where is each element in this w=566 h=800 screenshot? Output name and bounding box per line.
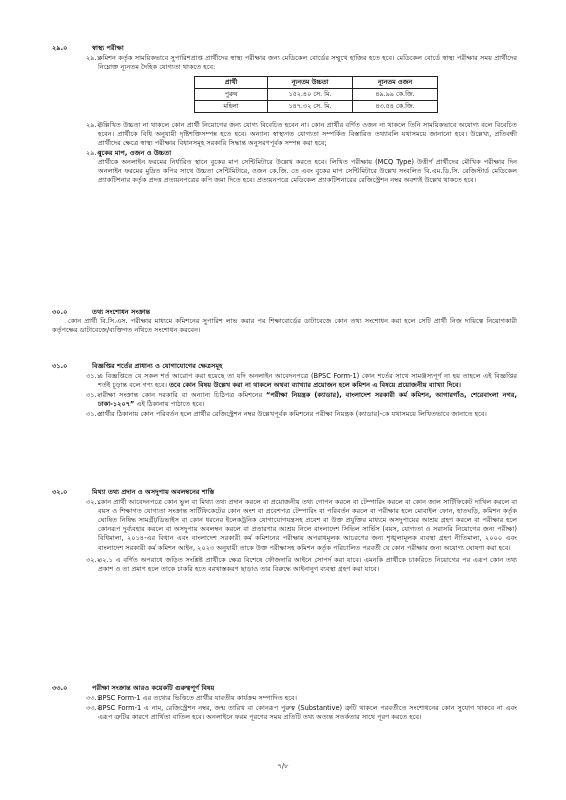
- section-title: তথ্য সংশোধন সংক্রান্ত: [92, 308, 151, 316]
- clause-bold-text: তবে কোন বিষয় উল্লেখ করা না থাকলে অথবা ব্যাখ্যার প্রয়োজন হলে কমিশন এ বিষয়ে প্রয়োজনীয় ব্যাখ্যা দিবে।: [169, 381, 461, 390]
- physical-requirements-table: [194, 76, 438, 112]
- clause-text: উল্লিখিত উচ্চতা না থাকলে কোন প্রার্থী নিয়োগের জন্য যোগ্য বিবেচিত হবেন না। কোন প্রার্থীর বর্ণিত ওজন না থাকলে তিনি সাময়িকভাবে অযোগ্য বলে বিবেচিত হবেন। প্রার্থীকে বিধি অনুযায়ী দৃষ্টিশক্তিসম্পন্ন হতে হবে। অন্যান্য স্বাস্থ্যগত যোগ্যতা সম্পর্কিত বিস্তারিত তথ্যাবলি যথাসময়ে জানানো হবে। উল্লেখ্য, প্রতিবন্ধী প্রার্থীদের ক্ষেত্রে স্বাস্থ্য পরীক্ষার বিধানসমূহ সরকারি সিদ্ধান্ত অনুসরণপূর্বক সম্পন্ন করা হবে;: [98, 120, 517, 147]
- clause-31-1: [52, 372, 517, 390]
- clause-number: ২৯.২: [86, 120, 101, 129]
- section-31-heading: [52, 362, 517, 371]
- table-header-row: [195, 77, 438, 89]
- clause-number: ৩২.১: [86, 498, 101, 507]
- section-33-heading: [52, 684, 517, 693]
- section-30: [52, 308, 517, 335]
- clause-number: ৩৩.১: [86, 694, 101, 703]
- clause-text: কমিশন কর্তৃক সাময়িকভাবে সুপারিশপ্রাপ্ত প্রার্থীদের স্বাস্থ্য পরীক্ষার জন্য মেডিকেল বোর্ডের সম্মুখে হাজির হতে হবে। মেডিকেল বোর্ডে স্বাস্থ্য পরীক্ষার সময় প্রার্থীদের নিম্নোক্ত ন্যূনতম দৈহিক যোগ্যতা থাকতে হবে:: [98, 54, 517, 72]
- clause-number: ৩১.৩: [86, 410, 101, 419]
- section-number: ৩২.০: [52, 488, 68, 496]
- clause-tail: এই ঠিকানায় পাঠাতে হবে।: [136, 400, 205, 409]
- section-29-heading: [52, 44, 517, 53]
- clause-number: ২৯.১: [86, 54, 101, 63]
- clause-31-3: [52, 410, 517, 419]
- section-title: পরীক্ষা সংক্রান্ত আরও কয়েকটি গুরুত্বপূর্ণ বিষয়: [92, 684, 215, 692]
- clause-text: BPSC Form-1 এ নাম, রেজিস্ট্রেশন নম্বর, জন্ম তারিখ বা কোনরূপ পুরুত্ব (Substantive) ত্রুটি থাকলে পরবর্তীতে সংশোধনের কোন সুযোগ থাকবে না এবং এরূপ ত্রুটির কারণে প্রার্থিতা বাতিল হবে। অনলাইনে ফরম পূরণের সময় প্রতিটি তথ্য অত্যন্ত সতর্কতার সাথে পূরণ করতে হবে।: [98, 704, 517, 722]
- section-number: ৩৩.০: [52, 684, 68, 692]
- section-title: বিজ্ঞপ্তির শর্তের প্রাধান্য ও যোগাযোগের ক্ষেত্রসমূহ: [92, 362, 223, 370]
- table-header: প্রার্থী: [195, 77, 268, 89]
- table-cell: ৪৩.৫৪ কে.জি.: [353, 100, 438, 112]
- clause-32-1: [52, 498, 517, 553]
- clause-text: এ বিজ্ঞপ্তিতে যে সকল শর্ত আরোপ করা হয়েছে তা যদি অনলাইন আবেদনপত্রে (BPSC Form-1) কোন শর্তের সাথে সামঞ্জস্যপূর্ণ না হয় তাহলে এই বিজ্ঞপ্তির শর্তই চূড়ান্ত বলে গণ্য হবে।: [98, 372, 517, 390]
- clause-number: ৩৩.২: [86, 704, 101, 713]
- table-header: ন্যূনতম উচ্চতা: [268, 77, 353, 89]
- table-cell: মহিলা: [195, 100, 268, 112]
- section-32-heading: [52, 488, 517, 497]
- section-30-text: কোন প্রার্থী বি.সি.এস. পরীক্ষার মাধ্যমে কমিশনের সুপারিশ লাভ করার পর শিক্ষাবোর্ডের ডাটাবেজে কোন তথ্য সংশোধন করা হলে সেটি প্রার্থী নিজ দায়িত্বে নিয়োগকারী কর্তৃপক্ষের ডাটাবেজে/ব্যক্তিগত নথিতে সংশোধন করবেন।: [52, 317, 517, 335]
- clause-number: ৩২.২: [86, 555, 101, 564]
- table-cell: ১৫২.৪০ সে. মি.: [268, 89, 353, 101]
- clause-number: ২৯.৩: [86, 149, 101, 158]
- section-32: [52, 488, 517, 574]
- clause-33-1: [52, 694, 517, 703]
- clause-title: বুকের মাপ, ওজন ও উচ্চতা: [98, 149, 172, 158]
- clause-text: প্রার্থীকে অনলাইন ফরমের নির্ধারিত স্থানে বুকের মাপ সেন্টিমিটারে উল্লেখ করতে হবে। লিখিত পরীক্ষায় (MCQ Type) উত্তীর্ণ প্রার্থীদের মৌখিক পরীক্ষার দিন অনলাইন ফরমের মুদ্রিত কপির সাথে উচ্চতা সেন্টিমিটারে, ওজন কে.জি. তে এবং বুকের মাপ সেন্টিমিটারে উল্লেখ সংবলিত বি.এম.ডি.সি. রেজিস্টার্ড মেডিকেল প্র্যাকটিশনার কর্তৃক প্রদত্ত প্রত্যয়নপত্রের কপি জমা দিতে হবে। প্রত্যয়নপত্রে মেডিকেল প্র্যাকটিশনারের রেজিস্ট্রেশন নম্বর অবশ্যই উল্লেখ থাকতে হবে।: [98, 158, 517, 185]
- clause-text: কোন প্রার্থী আবেদনপত্রে কোন ভুল বা মিথ্যা তথ্য প্রদান করলে বা প্রয়োজনীয় তথ্য গোপন করলে বা টেম্পারিং করলে বা কোন জাল সার্টিফিকেট দাখিল করলে বা বয়স ও শিক্ষাগত যোগ্যতা সংক্রান্ত সার্টিফিকেটের কোন অংশ বা প্রবেশপত্র টেম্পারিং বা পরিবর্তন করলে বা পরীক্ষার হলে মোবাইল ফোন, হাতঘড়ি, কমিশন কর্তৃক ঘোষিত নিষিদ্ধ সামগ্রী/ডিভাইস বা কোন ধরনের ইলেকট্রনিক যোগাযোগযন্ত্রসহ প্রবেশ বা উক্ত প্রযুক্তির মাধ্যমে অসদুপায়ের আশ্রয় গ্রহণ করলে বা পরীক্ষার হলে কোনরূপ দুর্ব্যবহার করলে বা অসদুপায় অবলম্বন করলে বা প্রতারণার আশ্রয় নিলে বাংলাদেশ সিভিল সার্ভিস (বয়স, যোগ্যতা ও সরাসরি নিয়োগের জন্য পরীক্ষা) বিধিমালা, ২০১৪-এর বিধান এবং বাংলাদেশ সরকারী কর্ম কমিশনের পরীক্ষায় অপরাধমূলক আচরণের জন্য শৃঙ্খলামূলক ব্যবস্থা গ্রহণ নীতিমালা, ২০০০ এবং বাংলাদেশ সরকারী কর্ম কমিশন আইন, ২০২৩ অনুযায়ী তাকে উক্ত পরীক্ষাসহ কমিশন কর্তৃক পরিচালিত পরবর্তী যে কোন পরীক্ষার জন্য অযোগ্য ঘোষণা করা হবে।: [98, 498, 517, 552]
- clause-29-1: [52, 54, 517, 72]
- clause-text: পরীক্ষা সংক্রান্ত কোন দরকারি বা অন্যান্য চিঠিপত্র কমিশনের: [98, 391, 263, 400]
- table-cell: ৪৯.৯৯ কে.জি.: [353, 89, 438, 101]
- section-31: [52, 362, 517, 420]
- table-row: [195, 100, 438, 112]
- section-33: [52, 684, 517, 722]
- table-cell: ১৪৭.৩২ সে. মি.: [268, 100, 353, 112]
- clause-32-2: [52, 556, 517, 574]
- page-number: ৭/৮: [277, 762, 289, 770]
- clause-31-2: [52, 391, 517, 409]
- section-title: স্বাস্থ্য পরীক্ষা: [92, 44, 124, 52]
- clause-number: ৩১.১: [86, 372, 101, 381]
- table-header: ন্যূনতম ওজন: [353, 77, 438, 89]
- section-number: ৩০.০: [52, 308, 68, 316]
- address-text: “পরীক্ষা নিয়ন্ত্রক (ক্যাডার), বাংলাদেশ সরকারী কর্ম কমিশন, আগারগাঁও, শেরেবাংলা নগর, ঢাকা-১২০৭”: [98, 391, 517, 409]
- table-cell: পুরুষ: [195, 89, 268, 101]
- section-29: [52, 44, 517, 185]
- section-30-heading: [52, 308, 517, 317]
- section-number: ২৯.০: [52, 44, 68, 52]
- clause-33-2: [52, 704, 517, 722]
- clause-text: ৩২.১ এ বর্ণিত অপরাধে জড়িত সংশ্লিষ্ট প্রার্থীকে ক্ষেত্র বিশেষে ফৌজদারি আইনে সোপর্দ করা যাবে। এমনকি প্রার্থীকে চাকরিতে নিয়োগের পর এরূপ কোন তথ্য প্রকাশ ও তা প্রমাণ হলে তাকে চাকরি হতে বরখাস্তকরণ ছাড়াও তার বিরুদ্ধে আইনানুগ ব্যবস্থা গ্রহণ করা যাবে।: [98, 555, 517, 573]
- clause-29-2: [52, 121, 517, 148]
- section-title: মিথ্যা তথ্য প্রদান ও অসদুপায় অবলম্বনের শাস্তি: [92, 488, 215, 496]
- section-number: ৩১.০: [52, 362, 68, 370]
- clause-number: ৩১.২: [86, 391, 101, 400]
- clause-text: BPSC Form-1 এর তথ্যের ভিত্তিতে প্রার্থীর যাবতীয় কার্যক্রম সম্পাদিত হবে।: [98, 694, 297, 703]
- clause-29-3: [52, 149, 517, 185]
- table-row: [195, 89, 438, 101]
- clause-text: প্রার্থীর ঠিকানায় কোন পরিবর্তন হলে প্রার্থীর রেজিস্ট্রেশন নম্বর উল্লেখপূর্বক কমিশনের পরীক্ষা নিয়ন্ত্রক (ক্যাডার)-কে যথাসময়ে লিখিতভাবে জানাতে হবে।: [98, 410, 487, 419]
